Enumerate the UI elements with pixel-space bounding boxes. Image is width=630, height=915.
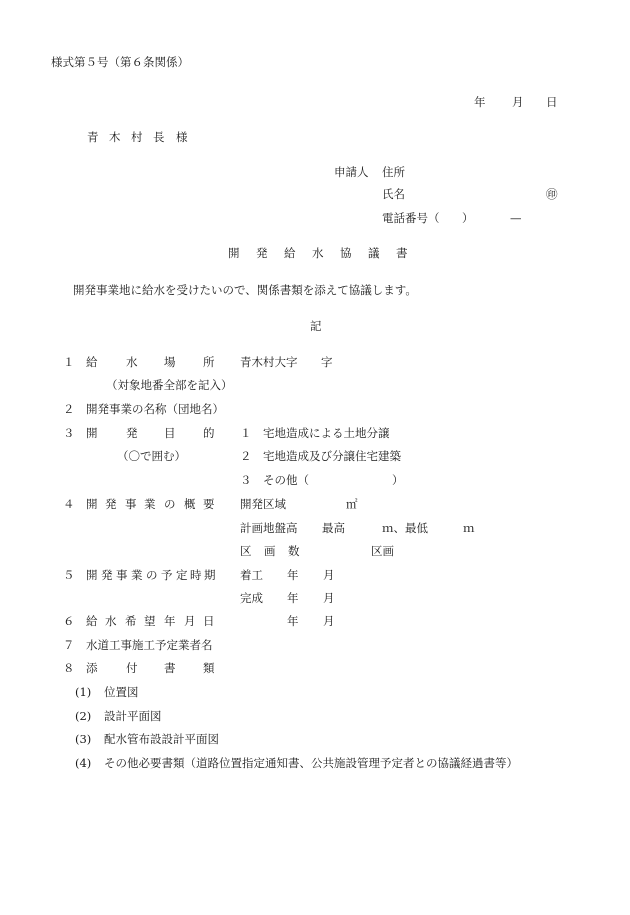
item-label-char: 事 [116, 568, 128, 582]
title-char: 水 [312, 246, 324, 260]
option-number: １ [240, 426, 252, 440]
title-char: 議 [368, 246, 380, 260]
item-label-char: 予 [161, 568, 173, 582]
item-label-char: 開 [86, 426, 98, 440]
item-label-char: 目 [164, 426, 176, 440]
doc-text: その他必要書類（道路位置指定通知書、公共施設管理予定者との協議経過書等） [104, 756, 518, 770]
item-label-char: の [146, 568, 158, 582]
option-number: ２ [240, 449, 252, 463]
item-label-char: 事 [125, 497, 137, 511]
item-label-char: 発 [105, 497, 117, 511]
item-label-char: 水 [105, 614, 117, 628]
item-label-char: 発 [126, 426, 138, 440]
start-year: 年 [287, 568, 299, 582]
item-number: ３ [63, 426, 75, 440]
item-label-char: 時 [190, 568, 202, 582]
applicant-label: 申請人 [334, 165, 369, 179]
item-label-char: 水 [126, 355, 138, 369]
max-label: 最高 [322, 521, 345, 535]
min-unit: ｍ [463, 521, 475, 535]
date-month-label: 月 [512, 95, 524, 109]
item-label-char: 望 [144, 614, 156, 628]
option-text: 宅地造成による土地分譲 [263, 426, 390, 440]
item-label-char: 給 [86, 614, 98, 628]
intro-text: 開発事業地に給水を受けたいので、関係書類を添えて協議します。 [73, 283, 417, 297]
date-year-label: 年 [474, 95, 486, 109]
item-label-char: 開 [86, 497, 98, 511]
title-char: 給 [284, 246, 296, 260]
option-text: その他（ [263, 473, 309, 487]
item-label-char: 発 [101, 568, 113, 582]
area-unit: ㎡ [346, 497, 358, 511]
phone-dash: — [510, 211, 522, 225]
item-label-char: 概 [184, 497, 196, 511]
option-number: ３ [240, 473, 252, 487]
date-day-label: 日 [546, 95, 558, 109]
doc-text: 設計平面図 [104, 709, 162, 723]
ground-height-label: 計画地盤高 [240, 521, 298, 535]
title-char: 書 [396, 246, 408, 260]
item-label-char: 要 [203, 497, 215, 511]
location-value: 青木村大字 [240, 355, 298, 369]
item-label: 開発事業の名称（団地名） [86, 402, 224, 416]
lots-unit: 区画 [371, 544, 394, 558]
doc-text: 位置図 [104, 685, 139, 699]
doc-text: 配水管布設設計平面図 [104, 732, 219, 746]
addressee-char: 長 [153, 130, 165, 144]
title-char: 協 [340, 246, 352, 260]
hope-year: 年 [287, 614, 299, 628]
item-label-char: 期 [204, 568, 216, 582]
start-label: 着工 [240, 568, 263, 582]
item-number: ７ [63, 638, 75, 652]
addressee-char: 木 [109, 130, 121, 144]
item-note: （対象地番全部を記入） [106, 378, 233, 392]
lots-label-char: 区 [240, 544, 252, 558]
address-label: 住所 [382, 165, 405, 179]
lots-label-char: 数 [288, 544, 300, 558]
addressee-char: 村 [131, 130, 143, 144]
end-label: 完成 [240, 591, 263, 605]
item-number: ４ [63, 497, 75, 511]
item-label-char: 定 [176, 568, 188, 582]
item-label-char: 業 [131, 568, 143, 582]
option-close: ） [392, 473, 404, 487]
title-char: 開 [228, 246, 240, 260]
item-number: ６ [63, 614, 75, 628]
hope-month: 月 [323, 614, 335, 628]
item-label-char: 月 [184, 614, 196, 628]
doc-number: (2) [75, 709, 92, 723]
item-label-char: 年 [164, 614, 176, 628]
item-label-char: 類 [203, 661, 215, 675]
form-number: 様式第５号（第６条関係） [51, 55, 189, 69]
name-label: 氏名 [382, 187, 405, 201]
item-label-char: 業 [144, 497, 156, 511]
item-label-char: 添 [86, 661, 98, 675]
item-label-char: 付 [126, 661, 138, 675]
doc-number: (3) [75, 732, 92, 746]
seal-mark: ㊞ [546, 187, 558, 201]
end-month: 月 [323, 591, 335, 605]
item-label-char: 開 [86, 568, 98, 582]
phone-close: ） [462, 211, 474, 225]
item-label-char: 場 [164, 355, 176, 369]
item-number: １ [63, 355, 75, 369]
item-label-char: 給 [86, 355, 98, 369]
start-month: 月 [323, 568, 335, 582]
phone-label: 電話番号（ [382, 211, 440, 225]
doc-number: (1) [75, 685, 92, 699]
end-year: 年 [287, 591, 299, 605]
area-label: 開発区域 [240, 497, 286, 511]
item-label-char: の [164, 497, 176, 511]
item-label: 水道工事施工予定業者名 [86, 638, 213, 652]
item-number: ８ [63, 661, 75, 675]
item-number: ２ [63, 402, 75, 416]
doc-number: (4) [75, 756, 92, 770]
item-label-char: 所 [203, 355, 215, 369]
location-aza: 字 [321, 355, 333, 369]
addressee-char: 様 [176, 130, 188, 144]
item-label-char: 日 [203, 614, 215, 628]
item-label-char: 書 [164, 661, 176, 675]
ki-heading: 記 [310, 319, 322, 333]
lots-label-char: 画 [264, 544, 276, 558]
item-label-char: 希 [125, 614, 137, 628]
addressee-char: 青 [87, 130, 99, 144]
max-unit: ｍ、最低 [382, 521, 428, 535]
item-note: （〇で囲む） [117, 449, 186, 463]
option-text: 宅地造成及び分譲住宅建築 [263, 449, 401, 463]
title-char: 発 [256, 246, 268, 260]
item-number: ５ [63, 568, 75, 582]
item-label-char: 的 [203, 426, 215, 440]
